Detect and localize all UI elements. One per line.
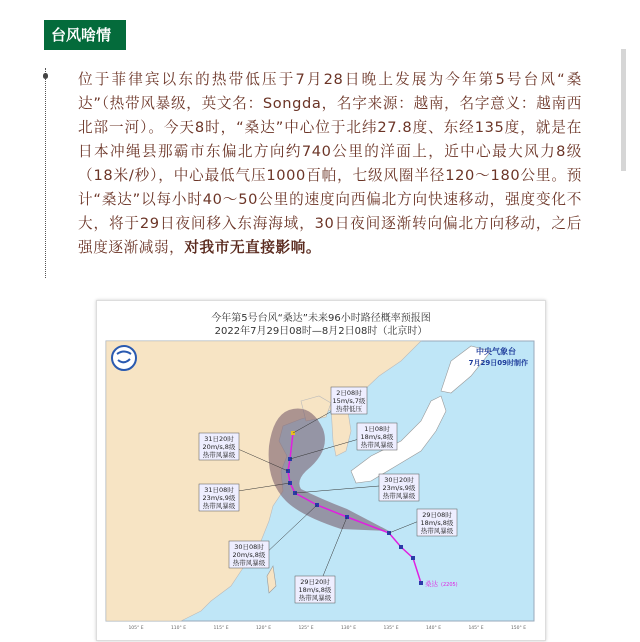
label-30d08 — [229, 541, 269, 568]
divider-line — [45, 68, 46, 278]
svg-text:20m/s,8级: 20m/s,8级 — [232, 551, 266, 559]
svg-text:20m/s,8级: 20m/s,8级 — [202, 443, 236, 451]
agency-name: 中央气象台 — [476, 347, 516, 356]
lon-tick-label: 135° E — [383, 626, 399, 631]
svg-text:热带风暴级: 热带风暴级 — [232, 559, 266, 567]
svg-text:热带风暴级: 热带风暴级 — [360, 441, 394, 449]
lon-tick-label: 120° E — [255, 626, 272, 631]
svg-text:23m/s,9级: 23m/s,9级 — [202, 494, 236, 502]
svg-text:1日08时: 1日08时 — [364, 425, 390, 433]
map-svg — [97, 301, 547, 642]
track-point — [419, 581, 423, 585]
label-30d20 — [379, 474, 419, 501]
cma-logo — [112, 346, 136, 370]
svg-text:18m/s,8级: 18m/s,8级 — [360, 433, 394, 441]
svg-text:热带风暴级: 热带风暴级 — [202, 451, 236, 459]
paragraph-bold: 对我市无直接影响。 — [184, 239, 322, 256]
lon-tick-label: 130° E — [340, 626, 357, 631]
label-29d08 — [417, 509, 457, 536]
lon-tick-label: 110° E — [170, 626, 187, 631]
label-1d08 — [357, 423, 397, 450]
label-29d20 — [295, 576, 335, 603]
svg-text:30日20时: 30日20时 — [384, 476, 414, 484]
storm-code: (2205) — [441, 582, 458, 588]
track-point — [411, 556, 415, 560]
scrollbar[interactable] — [621, 49, 626, 171]
bullet-dot — [43, 73, 48, 79]
made-time: 7月29日09时制作 — [468, 359, 528, 367]
label-31d08 — [199, 484, 239, 511]
storm-name: 桑达 — [425, 580, 438, 588]
svg-text:18m/s,8级: 18m/s,8级 — [420, 519, 454, 527]
lon-tick-label: 125° E — [298, 626, 314, 631]
svg-text:29日20时: 29日20时 — [300, 578, 330, 586]
lon-tick-label: 150° E — [510, 626, 527, 631]
track-point — [399, 545, 403, 549]
svg-text:2日08时: 2日08时 — [336, 389, 362, 397]
lon-tick-label: 115° E — [213, 626, 229, 631]
svg-text:29日08时: 29日08时 — [422, 511, 452, 519]
label-2d08 — [331, 387, 367, 414]
svg-text:热带风暴级: 热带风暴级 — [382, 492, 416, 500]
svg-text:30日08时: 30日08时 — [234, 543, 264, 551]
svg-text:31日20时: 31日20时 — [204, 435, 234, 443]
svg-text:31日08时: 31日08时 — [204, 486, 234, 494]
typhoon-paragraph — [78, 68, 582, 260]
svg-text:热带风暴级: 热带风暴级 — [420, 527, 454, 535]
lon-tick-label: 105° E — [128, 626, 144, 631]
svg-text:热带低压: 热带低压 — [336, 405, 362, 413]
forecast-map-image — [96, 300, 546, 641]
label-31d20 — [199, 433, 239, 460]
lon-tick-label: 145° E — [468, 626, 484, 631]
map-subtitle: 2022年7月29日08时—8月2日08时（北京时） — [214, 326, 428, 337]
svg-text:23m/s,9级: 23m/s,9级 — [382, 484, 416, 492]
lon-tick-label: 140° E — [425, 626, 442, 631]
map-title: 今年第5号台风“桑达”未来96小时路径概率预报图 — [211, 313, 431, 324]
svg-text:热带风暴级: 热带风暴级 — [202, 502, 236, 510]
svg-text:热带风暴级: 热带风暴级 — [298, 594, 332, 602]
paragraph-text: 位于菲律宾以东的热带低压于7月28日晚上发展为今年第5号台风“桑达”（热带风暴级，英文名：Songda，名字来源：越南，名字意义：越南西北部一河）。今天8时，“桑达”中心位于北纬27.8度、东经135度，就是在日本冲绳县那霸市东偏北方向约740公里的洋面上，近中心最大风力8级（18米/秒），中心最低气压1000百帕，七级风圈半径120～180公里。预计“桑达”以每小时40～50公里的速度向西偏北方向快速移动，强度变化不大，将于29日夜间移入东海海域，30日夜间逐渐转向偏北方向移动，之后强度逐渐减弱， — [78, 71, 582, 256]
svg-text:15m/s,7级: 15m/s,7级 — [332, 397, 366, 405]
svg-text:18m/s,8级: 18m/s,8级 — [298, 586, 332, 594]
section-title: 台风啥情况： — [44, 20, 126, 50]
